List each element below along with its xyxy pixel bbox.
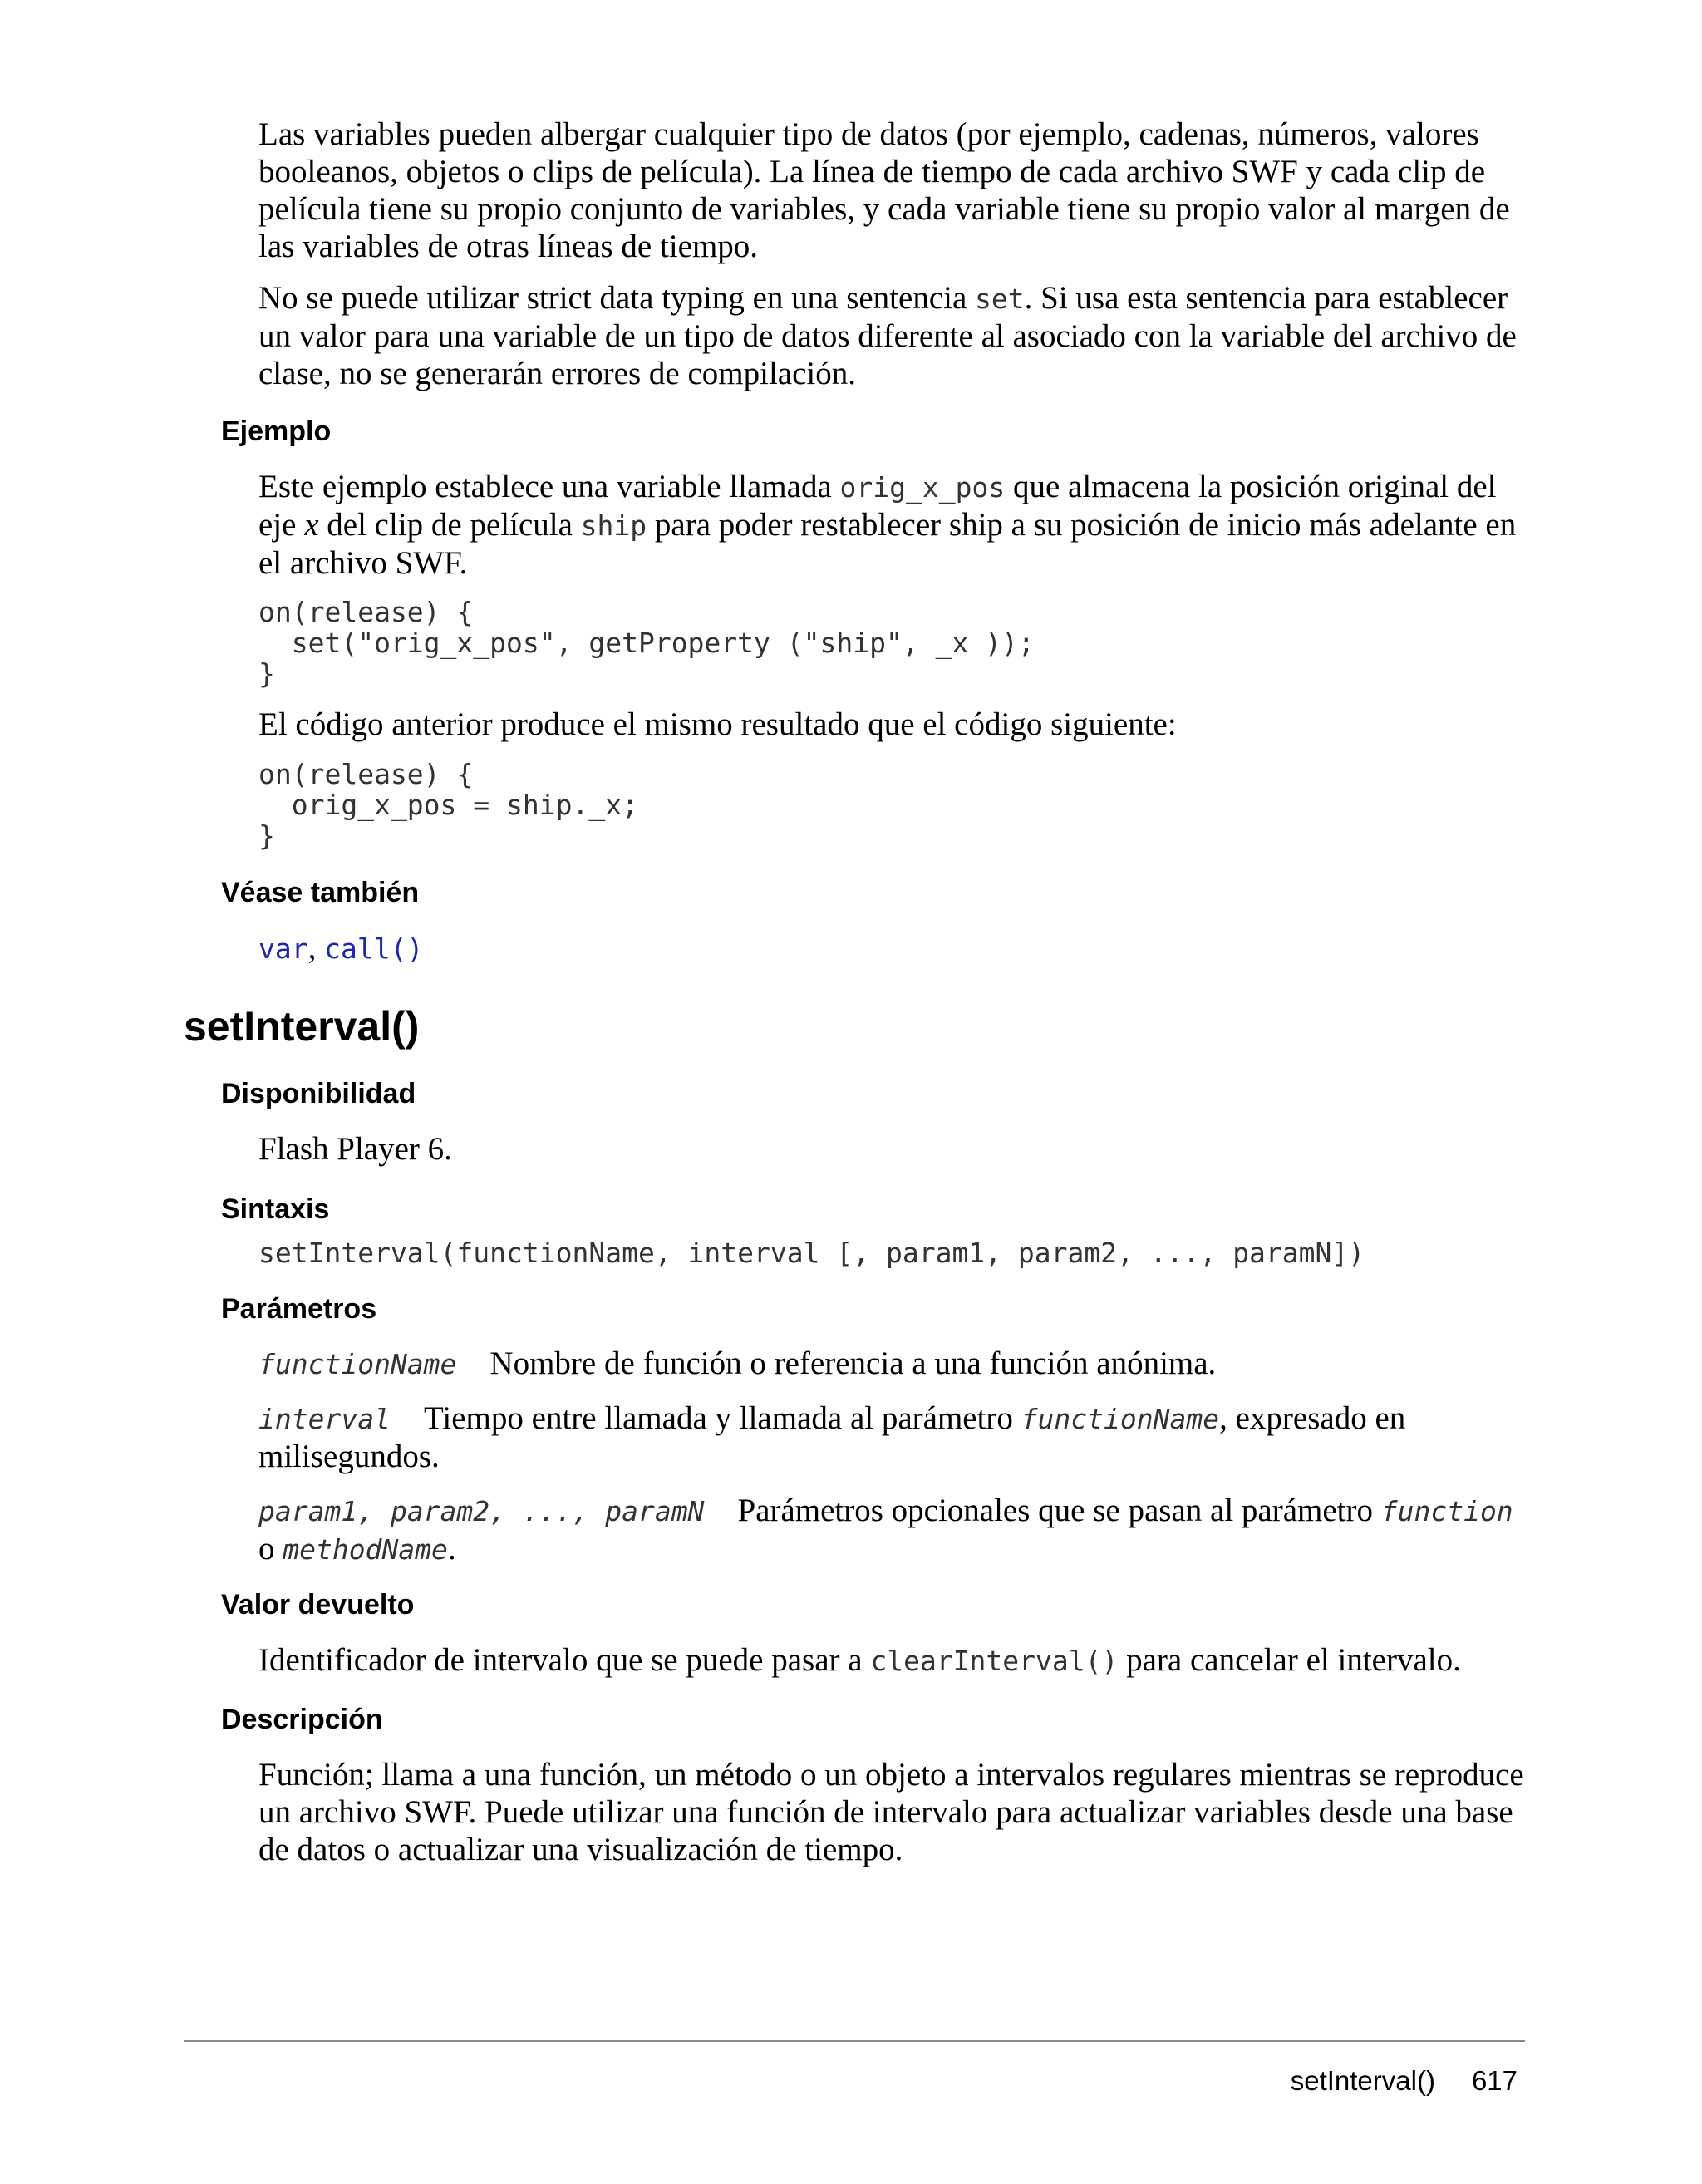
param-desc-optional-c: . <box>447 1531 456 1567</box>
link-call[interactable]: call() <box>324 932 424 965</box>
valor-text-b: para cancelar el intervalo. <box>1118 1642 1461 1678</box>
inline-code-ship: ship <box>580 509 647 542</box>
heading-valor-devuelto: Valor devuelto <box>221 1589 415 1621</box>
heading-descripcion: Descripción <box>221 1704 383 1735</box>
italic-x: x <box>304 507 319 543</box>
param-interval <box>258 1399 1530 1475</box>
sintaxis-line <box>258 1233 1530 1272</box>
param-desc-functionname: Nombre de función o referencia a una función anónima. <box>489 1345 1217 1381</box>
descripcion-text: Función; llama a una función, un método o un objeto a intervalos regulares mientras se reproduce un archivo SWF. Puede utilizar una función de intervalo para actualizar variables desde una base de datos o actualizar una visualización de tiempo. <box>258 1757 1524 1867</box>
link-var[interactable]: var <box>258 932 308 965</box>
code-block-set: on(release) { set("orig_x_pos", getProperty ("ship", _x )); } <box>258 596 1035 690</box>
inline-code-methodname: methodName <box>283 1533 448 1566</box>
code-block-assignment: on(release) { orig_x_pos = ship._x; } <box>258 758 638 852</box>
heading-parametros: Parámetros <box>221 1293 377 1325</box>
param-desc-optional-a: Parámetros opcionales que se pasan al parámetro <box>737 1493 1381 1528</box>
intro-paragraph-variables <box>258 116 1530 265</box>
param-name-functionname: functionName <box>258 1348 457 1380</box>
intro-p1-text: Las variables pueden albergar cualquier tipo de datos (por ejemplo, cadenas, números, valores booleanos, objetos o clips de película). La línea de tiempo de cada archivo SWF y cada clip de película tiene su propio conjunto de variables, y cada variable tiene su propio valor al margen de las variables de otras líneas de tiempo. <box>258 116 1510 264</box>
see-also-links <box>258 929 1530 967</box>
valor-devuelto-text <box>258 1641 1530 1680</box>
ejemplo-text-a: Este ejemplo establece una variable llamada <box>258 469 840 504</box>
heading-ejemplo: Ejemplo <box>221 416 332 447</box>
heading-disponibilidad: Disponibilidad <box>221 1078 416 1109</box>
see-also-separator: , <box>307 930 325 966</box>
page-number: 617 <box>1471 2065 1518 2096</box>
intro-paragraph-strict-typing <box>258 279 1530 392</box>
param-optional <box>258 1492 1530 1568</box>
param-name-interval: interval <box>258 1403 391 1435</box>
section-title-setinterval: setInterval() <box>184 1003 420 1050</box>
disponibilidad-text: Flash Player 6. <box>258 1131 452 1167</box>
page-footer <box>1291 2064 1518 2098</box>
footer-divider <box>184 2040 1525 2042</box>
ejemplo-paragraph <box>258 468 1530 582</box>
inline-code-function: function <box>1380 1495 1513 1527</box>
param-desc-interval-b: , expresado en milisegundos. <box>258 1400 1406 1474</box>
param-desc-optional-b: o <box>258 1531 283 1567</box>
ejemplo-text-c: del clip de película <box>318 507 581 543</box>
inline-code-functionname: functionName <box>1021 1403 1220 1435</box>
heading-sintaxis: Sintaxis <box>221 1193 330 1225</box>
inline-code-set: set <box>975 283 1025 315</box>
param-name-optional: param1, param2, ..., paramN <box>258 1495 705 1527</box>
inline-code-orig-x-pos: orig_x_pos <box>839 471 1006 504</box>
inline-code-clearinterval: clearInterval() <box>870 1645 1119 1677</box>
ejemplo-text-d: para poder restablecer ship a su posición de inicio más adelante en el archivo SWF. <box>258 507 1517 581</box>
ejemplo-text-b: que almacena la posición original del eje <box>258 469 1497 543</box>
heading-vease-tambien: Véase también <box>221 877 420 908</box>
intro-p2-text-a: No se puede utilizar strict data typing en una sentencia <box>258 280 976 316</box>
footer-running-title: setInterval() <box>1290 2065 1435 2096</box>
param-functionname <box>258 1345 1530 1383</box>
valor-text-a: Identificador de intervalo que se puede pasar a <box>258 1642 871 1678</box>
intro-p2-text-b: . Si usa esta sentencia para establecer un valor para una variable de un tipo de datos diferente al asociado con la variable del archivo de clase, no se generarán errores de compilación. <box>258 280 1517 391</box>
ejemplo-paragraph-equivalent: El código anterior produce el mismo resultado que el código siguiente: <box>258 706 1177 742</box>
sintaxis-code: setInterval(functionName, interval [, param1, param2, ..., paramN]) <box>258 1237 1365 1269</box>
param-desc-interval-a: Tiempo entre llamada y llamada al parámetro <box>423 1400 1021 1436</box>
